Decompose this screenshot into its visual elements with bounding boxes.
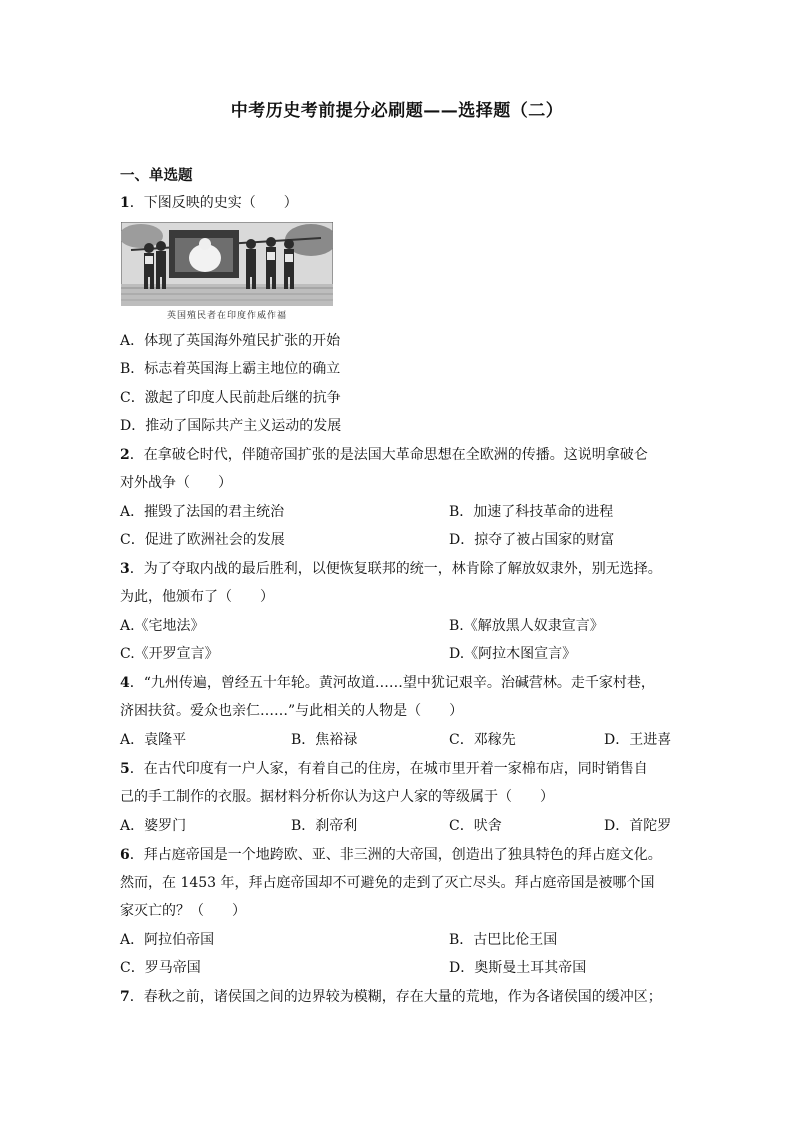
historical-photo (121, 222, 333, 322)
option-c: C．吠舍 (449, 818, 502, 834)
option-b: B．刹帝利 (291, 818, 358, 834)
option-a: A．阿拉伯帝国 (120, 932, 215, 948)
question-number: 6 (120, 847, 130, 863)
option-d: D．推动了国际共产主义运动的发展 (120, 418, 342, 434)
question-stem-line: 己的手工制作的衣服。据材料分析你认为这户人家的等级属于（ ） (120, 789, 554, 805)
option-b: B．古巴比伦王国 (449, 932, 558, 948)
question-text: “九州传遍，曾经五十年轮。黄河故道……望中犹记艰辛。治碱营林。走千家村巷， (143, 675, 655, 691)
question-number: 2 (120, 447, 130, 463)
question-stem-line (120, 193, 298, 213)
question-stem-line: 6．拜占庭帝国是一个地跨欧、亚、非三洲的大帝国，创造出了独具特色的拜占庭文化。 (120, 847, 662, 863)
question-stem-line: 为此，他颁布了（ ） (120, 589, 274, 605)
option-d: D．王进喜 (604, 732, 672, 748)
question-number: 7 (120, 989, 130, 1005)
question-text: 为了夺取内战的最后胜利，以便恢复联邦的统一，林肯除了解放奴隶外，别无选择。 (143, 561, 662, 577)
question-number: 4 (120, 675, 130, 691)
option-b: B．加速了科技革命的进程 (449, 504, 614, 520)
photo-image (121, 222, 333, 306)
option-d: D.《阿拉木图宣言》 (449, 646, 577, 662)
question-stem-line: 济困扶贫。爱众也亲仁……”与此相关的人物是（ ） (120, 703, 464, 719)
question-text: 春秋之前，诸侯国之间的边界较为模糊，存在大量的荒地，作为各诸侯国的缓冲区； (143, 989, 662, 1005)
question-text: 在拿破仑时代，伴随帝国扩张的是法国大革命思想在全欧洲的传播。这说明拿破仑 (143, 447, 648, 463)
option-c: C．促进了欧洲社会的发展 (120, 532, 285, 548)
question-text: 下图反映的史实（ ） (143, 195, 298, 211)
question-stem-line: 5．在古代印度有一户人家，有着自己的住房，在城市里开着一家棉布店，同时销售自 (120, 761, 648, 777)
option-d: D．奥斯曼土耳其帝国 (449, 960, 587, 976)
question-stem-line: 4．“九州传遍，曾经五十年轮。黄河故道……望中犹记艰辛。治碱营林。走千家村巷， (120, 675, 655, 691)
question-number-mark: ． (129, 195, 144, 211)
question-stem-line: 2．在拿破仑时代，伴随帝国扩张的是法国大革命思想在全欧洲的传播。这说明拿破仑 (120, 447, 648, 463)
option-a: A.《宅地法》 (120, 618, 205, 634)
question-stem-line: 然而，在 1453 年，拜占庭帝国却不可避免的走到了灭亡尽头。拜占庭帝国是被哪个国 (120, 875, 655, 891)
photo-caption: 英国殖民者在印度作威作福 (166, 311, 287, 321)
option-a: A．袁隆平 (120, 732, 187, 748)
question-number: 1 (120, 195, 130, 211)
option-c: C．激起了印度人民前赴后继的抗争 (120, 390, 341, 406)
option-a: A．摧毁了法国的君主统治 (120, 504, 285, 520)
question-number: 3 (120, 561, 130, 577)
question-stem-line: 3．为了夺取内战的最后胜利，以便恢复联邦的统一，林肯除了解放奴隶外，别无选择。 (120, 561, 662, 577)
option-d: D．首陀罗 (604, 818, 672, 834)
option-c: C．邓稼先 (449, 732, 516, 748)
option-b: B．标志着英国海上霸主地位的确立 (120, 361, 341, 377)
question-number: 5 (120, 761, 130, 777)
option-c: C．罗马帝国 (120, 960, 201, 976)
option-a: A．体现了英国海外殖民扩张的开始 (120, 333, 341, 349)
question-text: 拜占庭帝国是一个地跨欧、亚、非三洲的大帝国，创造出了独具特色的拜占庭文化。 (143, 847, 662, 863)
question-text: 在古代印度有一户人家，有着自己的住房，在城市里开着一家棉布店，同时销售自 (143, 761, 648, 777)
option-c: C.《开罗宣言》 (120, 646, 219, 662)
option-b: B.《解放黑人奴隶宣言》 (449, 618, 604, 634)
question-stem-line: 对外战争（ ） (120, 475, 232, 491)
option-a: A．婆罗门 (120, 818, 187, 834)
section-heading: 一、单选题 (120, 168, 193, 184)
question-stem-line: 家灭亡的？（ ） (120, 903, 246, 919)
option-b: B．焦裕禄 (291, 732, 358, 748)
question-stem-line: 7．春秋之前，诸侯国之间的边界较为模糊，存在大量的荒地，作为各诸侯国的缓冲区； (120, 989, 662, 1005)
option-d: D．掠夺了被占国家的财富 (449, 532, 615, 548)
page-title: 中考历史考前提分必刷题——选择题（二） (230, 101, 564, 121)
